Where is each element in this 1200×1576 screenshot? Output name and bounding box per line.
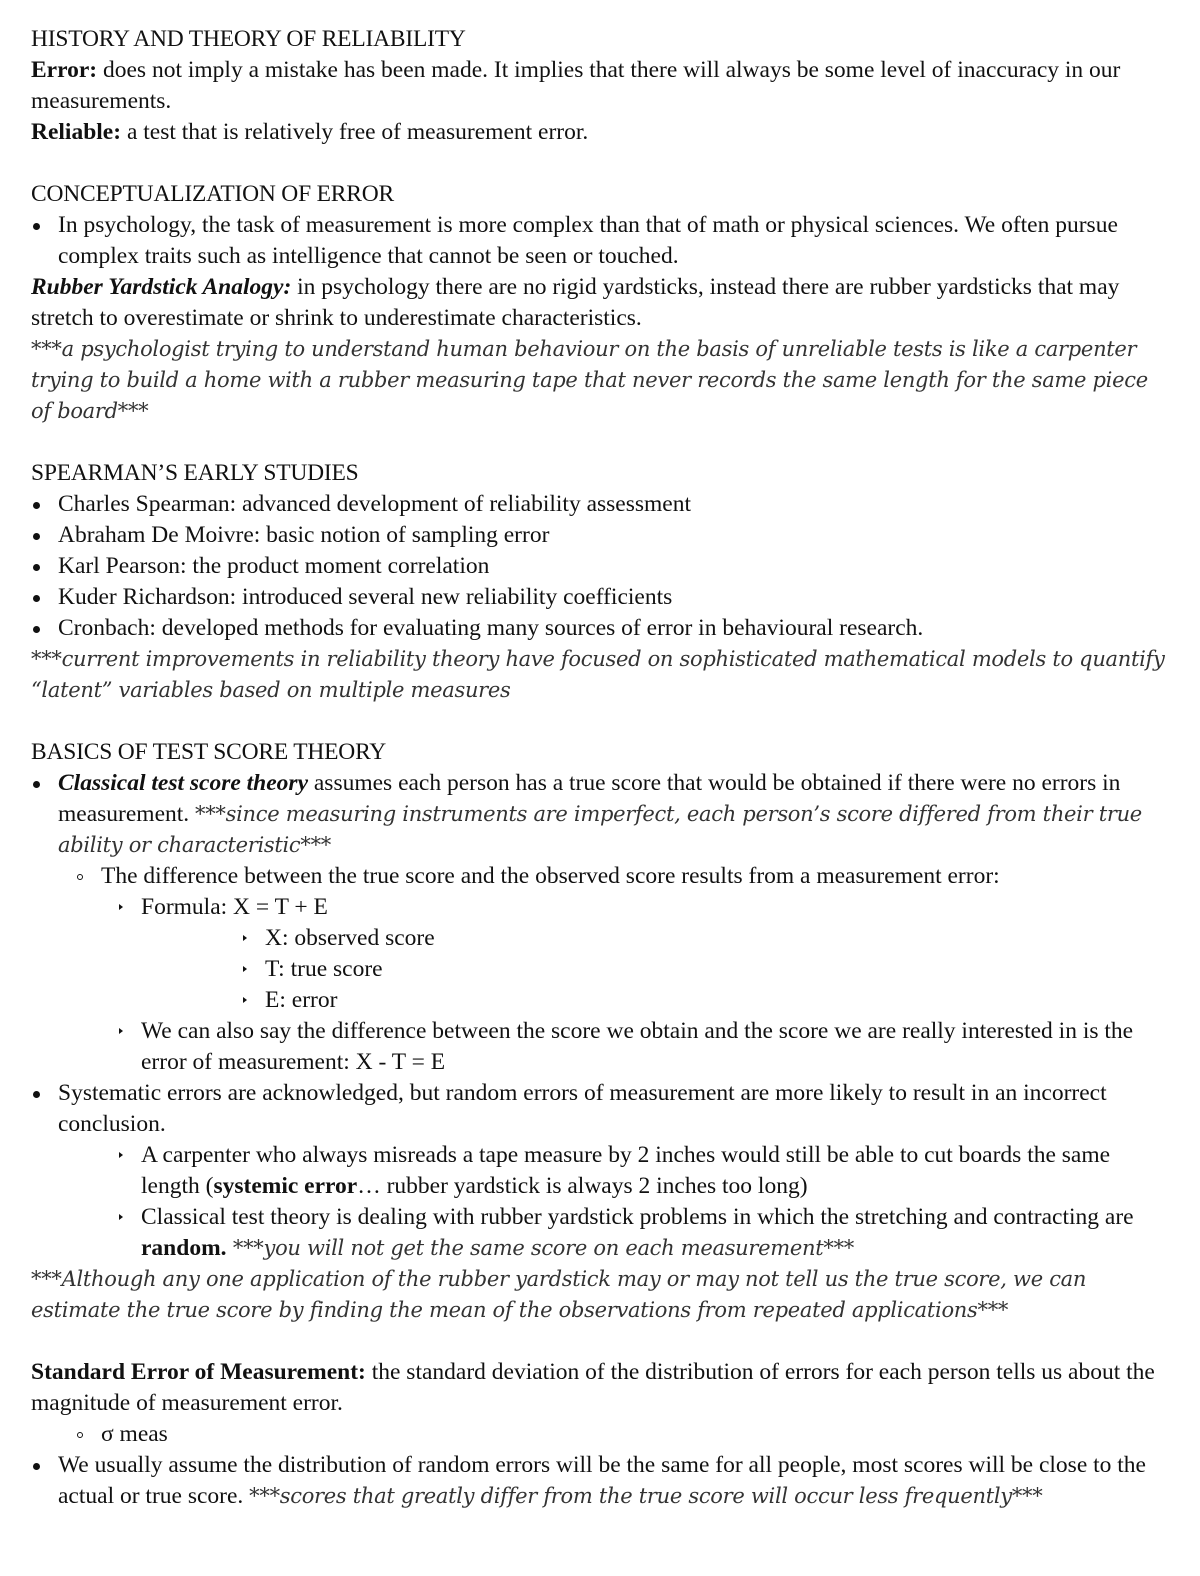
term: Rubber Yardstick Analogy:: [31, 274, 292, 300]
list-item-text: Kuder Richardson: introduced several new reliability coefficients: [58, 584, 673, 610]
term: systemic error: [213, 1173, 358, 1199]
definition-text: a test that is relatively free of measurement error.: [121, 119, 589, 145]
italic-note: ***you will not get the same score on each measurement***: [226, 1236, 854, 1260]
formula: Formula: X = T + E: [141, 894, 328, 920]
italic-note: ***a psychologist trying to understand human behaviour on the basis of unreliable tests is like a carpenter trying to build a home with a rubber measuring tape that never records the same length for the same piece of board***: [31, 337, 1148, 423]
list-item-text: assumes each person has a true score that would be obtained if there were no errors in measurement.: [58, 770, 1121, 827]
term: Error:: [31, 57, 98, 83]
definition-text: does not imply a mistake has been made. It implies that there will always be some level of inaccuracy in our measurements.: [31, 57, 1121, 114]
italic-note: ***scores that greatly differ from the true score will occur less frequently***: [249, 1484, 1043, 1508]
list-item: [31, 1450, 1171, 1512]
spacer: [31, 706, 1171, 737]
definition-text: the standard deviation of the distribution of errors for each person tells us about the magnitude of measurement error.: [31, 1359, 1155, 1416]
list-item-text: Karl Pearson: the product moment correlation: [58, 553, 490, 579]
formula-part: T: true score: [265, 956, 383, 982]
list-item-text: Systematic errors are acknowledged, but random errors of measurement are more likely to result in an incorrect conclusion.: [58, 1080, 1107, 1137]
list-item-text: We can also say the difference between the score we obtain and the score we are really interested in is the error of measurement: X - T = E: [141, 1018, 1134, 1075]
list-item-text: We usually assume the distribution of random errors will be the same for all people, most scores will be close to the actual or true score.: [58, 1452, 1146, 1509]
section-history: [31, 24, 1171, 148]
list-item-text: Cronbach: developed methods for evaluating many sources of error in behavioural research.: [58, 615, 924, 641]
italic-note: ***since measuring instruments are imperfect, each person’s score differed from their true ability or characteristic***: [58, 802, 1142, 857]
list-item: [115, 1016, 1171, 1078]
document-page: [31, 24, 1171, 1512]
formula-part: X: observed score: [265, 925, 435, 951]
definition-sem: [31, 1357, 1171, 1419]
section-spearman: [31, 458, 1171, 706]
section-heading: CONCEPTUALIZATION OF ERROR: [31, 181, 394, 207]
symbol-text: σ meas: [101, 1421, 168, 1447]
list-item: [239, 923, 1171, 954]
term: Standard Error of Measurement:: [31, 1359, 366, 1385]
list-item: [115, 1140, 1171, 1202]
list-item-text: The difference between the true score and the observed score results from a measurement error:: [101, 863, 1000, 889]
section-sem: [31, 1357, 1171, 1512]
section-heading: BASICS OF TEST SCORE THEORY: [31, 739, 387, 765]
list-item: [31, 520, 1171, 551]
list-item: [239, 954, 1171, 985]
list-item-text: In psychology, the task of measurement is more complex than that of math or physical sciences. We often pursue complex traits such as intelligence that cannot be seen or touched.: [58, 212, 1118, 269]
list-item: [31, 582, 1171, 613]
spacer: [31, 148, 1171, 179]
definition-reliable: [31, 117, 1171, 148]
formula-part: E: error: [265, 987, 338, 1013]
list-item-text: … rubber yardstick is always 2 inches too long): [357, 1173, 808, 1199]
list-item-text: Classical test theory is dealing with rubber yardstick problems in which the stretching and contracting are: [141, 1204, 1134, 1230]
definition-error: [31, 55, 1171, 117]
list-item: [31, 210, 1171, 272]
list-item: [31, 1078, 1171, 1140]
list-item: [115, 892, 1171, 923]
section-heading: SPEARMAN’S EARLY STUDIES: [31, 460, 359, 486]
list-item: [75, 1419, 1171, 1450]
list-item: [115, 1202, 1171, 1264]
definition-analogy: [31, 272, 1171, 334]
section-heading: HISTORY AND THEORY OF RELIABILITY: [31, 26, 466, 52]
italic-note: ***Although any one application of the rubber yardstick may or may not tell us the true score, we can estimate the true score by finding the mean of the observations from repeated applications***: [31, 1267, 1087, 1322]
list-item: [75, 861, 1171, 892]
list-item-text: Charles Spearman: advanced development of reliability assessment: [58, 491, 691, 517]
list-item-text: A carpenter who always misreads a tape measure by 2 inches would still be able to cut boards the same length (: [141, 1142, 1111, 1199]
section-conceptualization: [31, 179, 1171, 427]
list-item-text: Abraham De Moivre: basic notion of sampling error: [58, 522, 550, 548]
list-item: [31, 551, 1171, 582]
italic-note: ***current improvements in reliability theory have focused on sophisticated mathematical models to quantify “latent” variables based on multiple measures: [31, 647, 1165, 702]
list-item: [31, 489, 1171, 520]
term: Reliable:: [31, 119, 122, 145]
definition-text: in psychology there are no rigid yardsticks, instead there are rubber yardsticks that may stretch to overestimate or shrink to underestimate characteristics.: [31, 274, 1120, 331]
section-basics: [31, 737, 1171, 1326]
spacer: [31, 427, 1171, 458]
list-item: [31, 768, 1171, 861]
spacer: [31, 1326, 1171, 1357]
term: random.: [141, 1235, 227, 1261]
term: Classical test score theory: [58, 770, 308, 796]
list-item: [31, 613, 1171, 644]
list-item: [239, 985, 1171, 1016]
